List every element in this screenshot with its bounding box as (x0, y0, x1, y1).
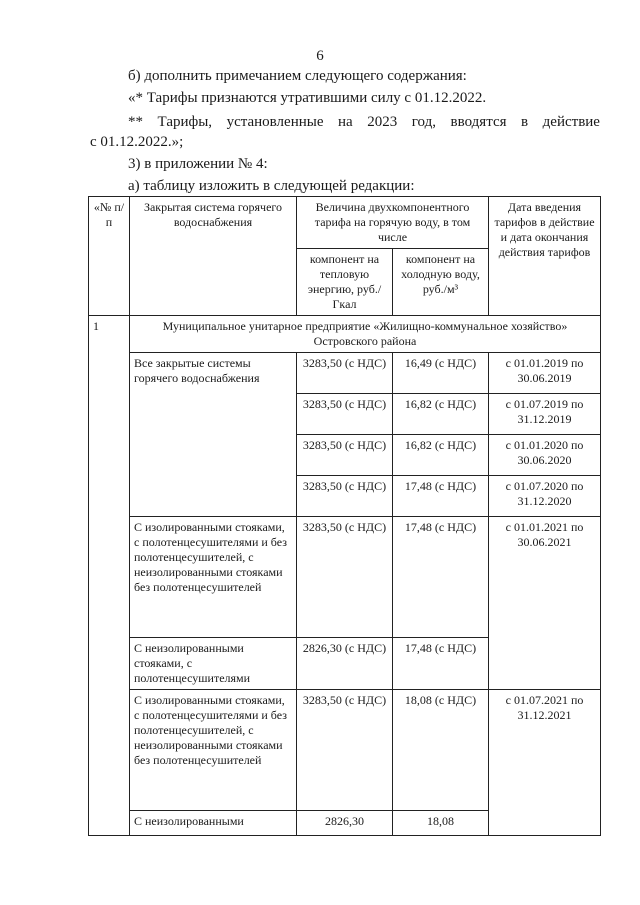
heat-value: 3283,50 (с НДС) (297, 394, 393, 435)
paragraph-note-2-line1 (128, 112, 600, 132)
cold-value: 16,82 (с НДС) (393, 394, 489, 435)
cold-value: 18,08 (с НДС) (393, 690, 489, 811)
header-num: «№ п/п (89, 197, 130, 316)
table-row (89, 517, 601, 638)
header-cold: компонент на холодную воду, руб./м³ (393, 249, 489, 316)
word: установленные (226, 114, 324, 130)
cold-value: 17,48 (с НДС) (393, 638, 489, 690)
date-range: с 01.07.2019 по 31.12.2019 (489, 394, 601, 435)
organization-name: Муниципальное унитарное предприятие «Жилищно-коммунальное хозяйство» Островского района (130, 316, 601, 353)
paragraph-table-intro: а) таблицу изложить в следующей редакции: (128, 178, 415, 194)
system-name: С изолированными стояками, с полотенцесушителями и без полотенцесушителей, с неизолированными стояками без полотенцесушителей (130, 517, 297, 638)
cold-value: 16,49 (с НДС) (393, 353, 489, 394)
header-value: Величина двухкомпонентного тарифа на горячую воду, в том числе (297, 197, 489, 249)
heat-value: 3283,50 (с НДС) (297, 353, 393, 394)
table-row (89, 353, 601, 394)
word: действие (542, 114, 600, 130)
date-range: с 01.01.2019 по 30.06.2019 (489, 353, 601, 394)
paragraph-note-2-line2: с 01.12.2022.»; (90, 134, 184, 150)
row-number: 1 (89, 316, 130, 836)
cold-value: 16,82 (с НДС) (393, 435, 489, 476)
table-row (89, 690, 601, 811)
date-range: с 01.01.2021 по 30.06.2021 (489, 517, 601, 690)
heat-value: 2826,30 (297, 811, 393, 836)
system-name: С изолированными стояками, с полотенцесушителями и без полотенцесушителей, с неизолированными стояками без полотенцесушителей (130, 690, 297, 811)
tariff-table (88, 196, 601, 836)
word: Тарифы, (157, 114, 213, 130)
paragraph-b: б) дополнить примечанием следующего содержания: (128, 68, 467, 84)
paragraph-appendix-4: 3) в приложении № 4: (128, 156, 268, 172)
header-system: Закрытая система горячего водоснабжения (130, 197, 297, 316)
date-range: с 01.01.2020 по 30.06.2020 (489, 435, 601, 476)
system-name: С неизолированными (130, 811, 297, 836)
heat-value: 3283,50 (с НДС) (297, 476, 393, 517)
word: в (521, 114, 529, 130)
page-number: 6 (316, 48, 324, 64)
word: на (338, 114, 353, 130)
header-heat: компонент на тепловую энергию, руб./Гкал (297, 249, 393, 316)
header-date: Дата введения тарифов в действие и дата окончания действия тарифов (489, 197, 601, 316)
cold-value: 17,48 (с НДС) (393, 476, 489, 517)
cold-value: 18,08 (393, 811, 489, 836)
system-name: С неизолированными стояками, с полотенцесушителями (130, 638, 297, 690)
word: год, (411, 114, 437, 130)
heat-value: 3283,50 (с НДС) (297, 435, 393, 476)
cold-value: 17,48 (с НДС) (393, 517, 489, 638)
date-range: с 01.07.2021 по 31.12.2021 (489, 690, 601, 836)
heat-value: 3283,50 (с НДС) (297, 517, 393, 638)
heat-value: 2826,30 (с НДС) (297, 638, 393, 690)
paragraph-note-1: «* Тарифы признаются утратившими силу с 01.12.2022. (128, 90, 487, 106)
table-header-row (89, 197, 601, 249)
table-row-org (89, 316, 601, 353)
system-name: Все закрытые системы горячего водоснабжения (130, 353, 297, 517)
heat-value: 3283,50 (с НДС) (297, 690, 393, 811)
date-range: с 01.07.2020 по 31.12.2020 (489, 476, 601, 517)
word: ** (128, 114, 143, 130)
word: 2023 (367, 114, 398, 130)
word: вводятся (450, 114, 507, 130)
